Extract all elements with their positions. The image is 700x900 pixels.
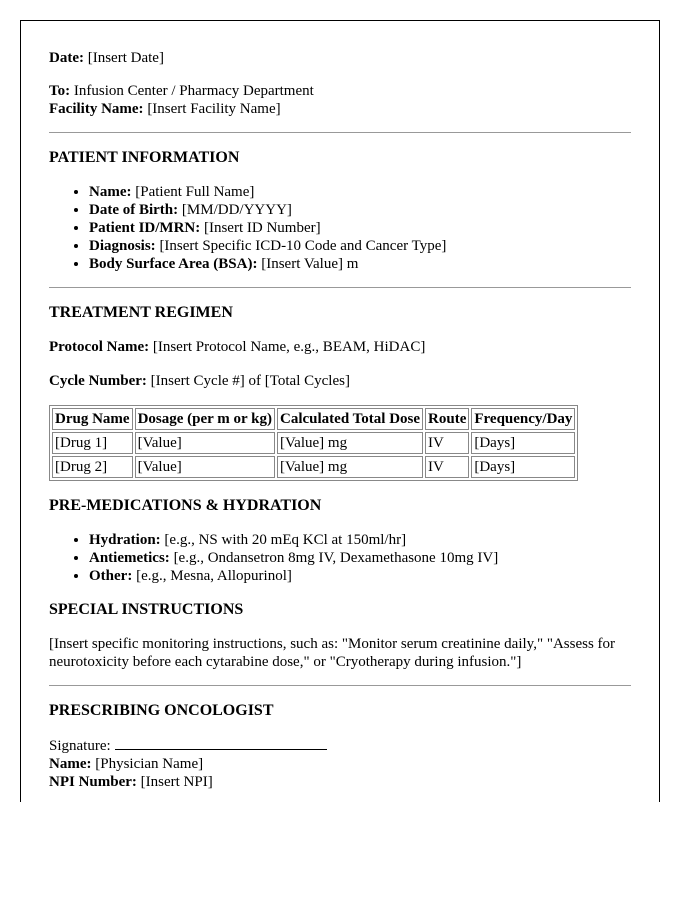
prescriber-heading: PRESCRIBING ONCOLOGIST (49, 702, 274, 719)
cycle-line (49, 372, 631, 390)
list-item (89, 549, 631, 567)
list-item (89, 183, 631, 201)
table-cell: [Value] (135, 456, 275, 478)
list-item (89, 237, 631, 255)
table-cell: [Drug 1] (52, 432, 133, 454)
facility-value: [Insert Facility Name] (147, 101, 281, 117)
npi-value: [Insert NPI] (140, 774, 213, 790)
item-value: [MM/DD/YYYY] (181, 202, 292, 218)
physician-name-line (49, 755, 631, 773)
item-label: Other: (89, 568, 133, 584)
patient-heading: PATIENT INFORMATION (49, 149, 240, 166)
item-value: [Insert Value] m (261, 256, 359, 272)
table-cell: [Value] mg (277, 456, 423, 478)
list-item (89, 255, 631, 273)
table-cell: IV (425, 432, 469, 454)
table-header-row (52, 408, 575, 430)
list-item (89, 201, 631, 219)
signature-field[interactable] (115, 736, 327, 750)
table-cell: [Days] (471, 432, 575, 454)
item-label: Patient ID/MRN: (89, 220, 201, 236)
date-value: [Insert Date] (87, 50, 164, 66)
col-header-frequency: Frequency/Day (471, 408, 575, 430)
to-label: To: (49, 83, 71, 99)
physician-name-label: Name: (49, 756, 92, 772)
patient-info-list (49, 183, 631, 273)
special-heading: SPECIAL INSTRUCTIONS (49, 601, 244, 618)
npi-label: NPI Number: (49, 774, 137, 790)
date-label: Date: (49, 50, 84, 66)
item-value: [e.g., Mesna, Allopurinol] (136, 568, 292, 584)
table-row (52, 432, 575, 454)
signature-line (49, 736, 631, 755)
item-value: [e.g., Ondansetron 8mg IV, Dexamethasone 10mg IV] (173, 550, 499, 566)
table-cell: [Drug 2] (52, 456, 133, 478)
list-item (89, 567, 631, 585)
special-text: [Insert specific monitoring instructions, such as: "Monitor serum creatinine daily," "Assess for neurotoxicity before each cytarabine dose," or "Cryotherapy during infusion."] (49, 636, 616, 670)
list-item (89, 219, 631, 237)
col-header-dosage: Dosage (per m or kg) (135, 408, 275, 430)
table-cell: [Value] (135, 432, 275, 454)
item-value: [Insert ID Number] (203, 220, 321, 236)
protocol-line (49, 338, 631, 356)
item-label: Diagnosis: (89, 238, 156, 254)
to-value: Infusion Center / Pharmacy Department (73, 83, 314, 99)
item-label: Hydration: (89, 532, 161, 548)
protocol-value: [Insert Protocol Name, e.g., BEAM, HiDAC] (152, 339, 426, 355)
cycle-label: Cycle Number: (49, 373, 147, 389)
facility-line (49, 100, 631, 118)
list-item (89, 531, 631, 549)
drug-table (49, 405, 578, 481)
order-document (20, 20, 660, 802)
signature-label: Signature: (49, 738, 111, 754)
item-value: [Insert Specific ICD-10 Code and Cancer Type] (159, 238, 447, 254)
cycle-value: [Insert Cycle #] of [Total Cycles] (150, 373, 350, 389)
premeds-list (49, 531, 631, 585)
item-label: Antiemetics: (89, 550, 170, 566)
item-value: [e.g., NS with 20 mEq KCl at 150ml/hr] (164, 532, 407, 548)
premeds-heading: PRE-MEDICATIONS & HYDRATION (49, 497, 322, 514)
item-label: Body Surface Area (BSA): (89, 256, 258, 272)
physician-name-value: [Physician Name] (95, 756, 204, 772)
table-row (52, 456, 575, 478)
facility-label: Facility Name: (49, 101, 144, 117)
col-header-drug-name: Drug Name (52, 408, 133, 430)
item-label: Name: (89, 184, 132, 200)
to-line (49, 82, 631, 100)
treatment-heading: TREATMENT REGIMEN (49, 304, 233, 321)
date-line (49, 49, 631, 67)
item-label: Date of Birth: (89, 202, 179, 218)
table-cell: [Days] (471, 456, 575, 478)
protocol-label: Protocol Name: (49, 339, 150, 355)
table-cell: IV (425, 456, 469, 478)
col-header-total-dose: Calculated Total Dose (277, 408, 423, 430)
col-header-route: Route (425, 408, 469, 430)
npi-line (49, 773, 631, 791)
item-value: [Patient Full Name] (135, 184, 255, 200)
table-cell: [Value] mg (277, 432, 423, 454)
